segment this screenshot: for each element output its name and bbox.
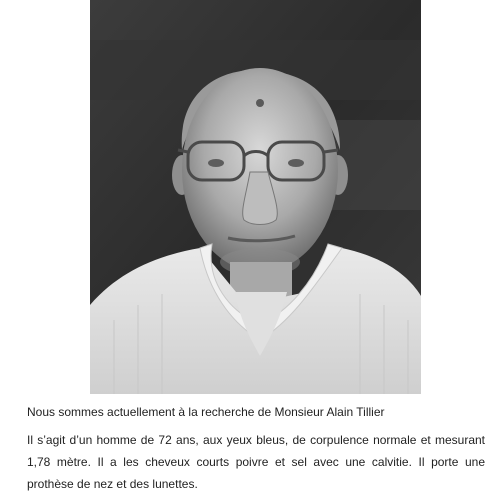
person-description: Il s’agit d’un homme de 72 ans, aux yeux bleus, de corpulence normale et mesurant 1,78 mètre. Il a les cheveux courts poivre et sel avec une calvitie. Il porte une prothèse de nez et des lunettes. (27, 433, 485, 491)
portrait-photo (90, 0, 421, 394)
missing-person-caption: Nous sommes actuellement à la recherche de Monsieur Alain Tillier (27, 405, 385, 419)
